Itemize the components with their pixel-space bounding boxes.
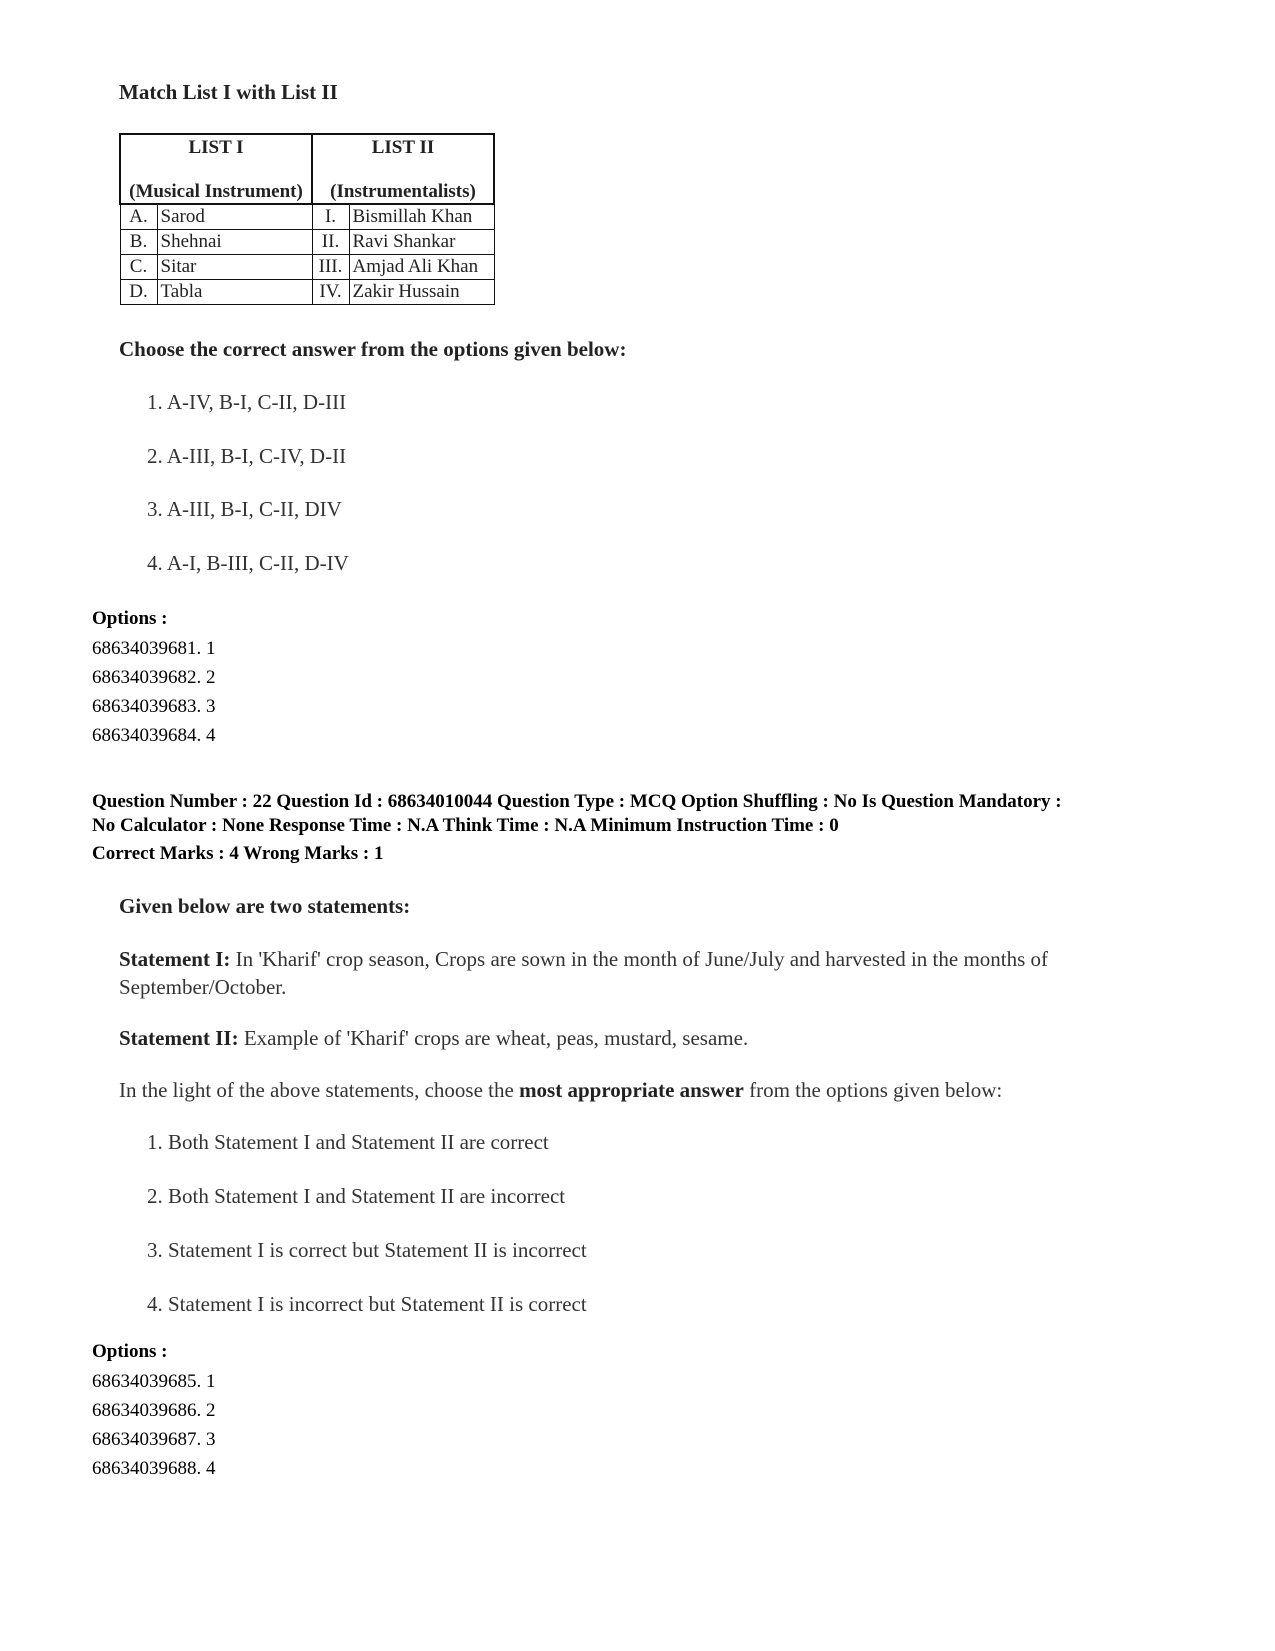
- q22-choice-3: 3. Statement I is correct but Statement II is incorrect: [147, 1238, 587, 1262]
- q21-choice-4: 4. A-I, B-III, C-II, D-IV: [147, 551, 349, 575]
- table-row: A. Sarod I. Bismillah Khan: [120, 204, 494, 230]
- list1-header: LIST I (Musical Instrument): [120, 134, 312, 204]
- q21-title: Match List I with List II: [119, 80, 338, 104]
- q21-choice-3: 3. A-III, B-I, C-II, DIV: [147, 497, 342, 521]
- option-id: 68634039684. 4: [92, 725, 216, 746]
- table-row: C. Sitar III. Amjad Ali Khan: [120, 255, 494, 280]
- q22-options-label: Options :: [92, 1341, 168, 1362]
- q22-meta: [92, 790, 1272, 866]
- q21-choice-1: 1. A-IV, B-I, C-II, D-III: [147, 390, 347, 414]
- option-id: 68634039687. 3: [92, 1429, 216, 1450]
- option-id: 68634039683. 3: [92, 696, 216, 717]
- q22-statement-2: Statement II: Example of 'Kharif' crops are wheat, peas, mustard, sesame.: [119, 1026, 749, 1050]
- q21-prompt: Choose the correct answer from the options given below:: [119, 337, 627, 361]
- match-table: [119, 133, 495, 305]
- table-row: D. Tabla IV. Zakir Hussain: [120, 280, 494, 305]
- q22-option-ids: [92, 1367, 216, 1483]
- q22-meta-line2: No Calculator : None Response Time : N.A Think Time : N.A Minimum Instruction Time : 0: [92, 815, 839, 836]
- q22-choice-2: 2. Both Statement I and Statement II are incorrect: [147, 1184, 566, 1208]
- q22-meta-line1: Question Number : 22 Question Id : 68634010044 Question Type : MCQ Option Shuffling : No Is Question Mandatory :: [92, 791, 1062, 812]
- option-id: 68634039685. 1: [92, 1371, 216, 1392]
- q22-statement-1: Statement I: In 'Kharif' crop season, Crops are sown in the month of June/July and harvested in the months of September/October.: [119, 947, 1049, 999]
- table-row: B. Shehnai II. Ravi Shankar: [120, 230, 494, 255]
- q21-choice-2: 2. A-III, B-I, C-IV, D-II: [147, 444, 347, 468]
- option-id: 68634039688. 4: [92, 1458, 216, 1479]
- q22-choice-4: 4. Statement I is incorrect but Statement II is correct: [147, 1292, 587, 1316]
- q22-instruction: In the light of the above statements, choose the most appropriate answer from the options given below:: [119, 1078, 1003, 1102]
- option-id: 68634039682. 2: [92, 667, 216, 688]
- q22-intro: Given below are two statements:: [119, 894, 411, 918]
- q22-marks: Correct Marks : 4 Wrong Marks : 1: [92, 843, 384, 864]
- statement-1-label: Statement I:: [119, 947, 231, 971]
- q21-option-ids: [92, 634, 216, 750]
- statement-2-label: Statement II:: [119, 1026, 239, 1050]
- option-id: 68634039686. 2: [92, 1400, 216, 1421]
- option-id: 68634039681. 1: [92, 638, 216, 659]
- list2-header: LIST II (Instrumentalists): [312, 134, 494, 204]
- q22-choice-1: 1. Both Statement I and Statement II are correct: [147, 1130, 549, 1154]
- q21-options-label: Options :: [92, 608, 168, 629]
